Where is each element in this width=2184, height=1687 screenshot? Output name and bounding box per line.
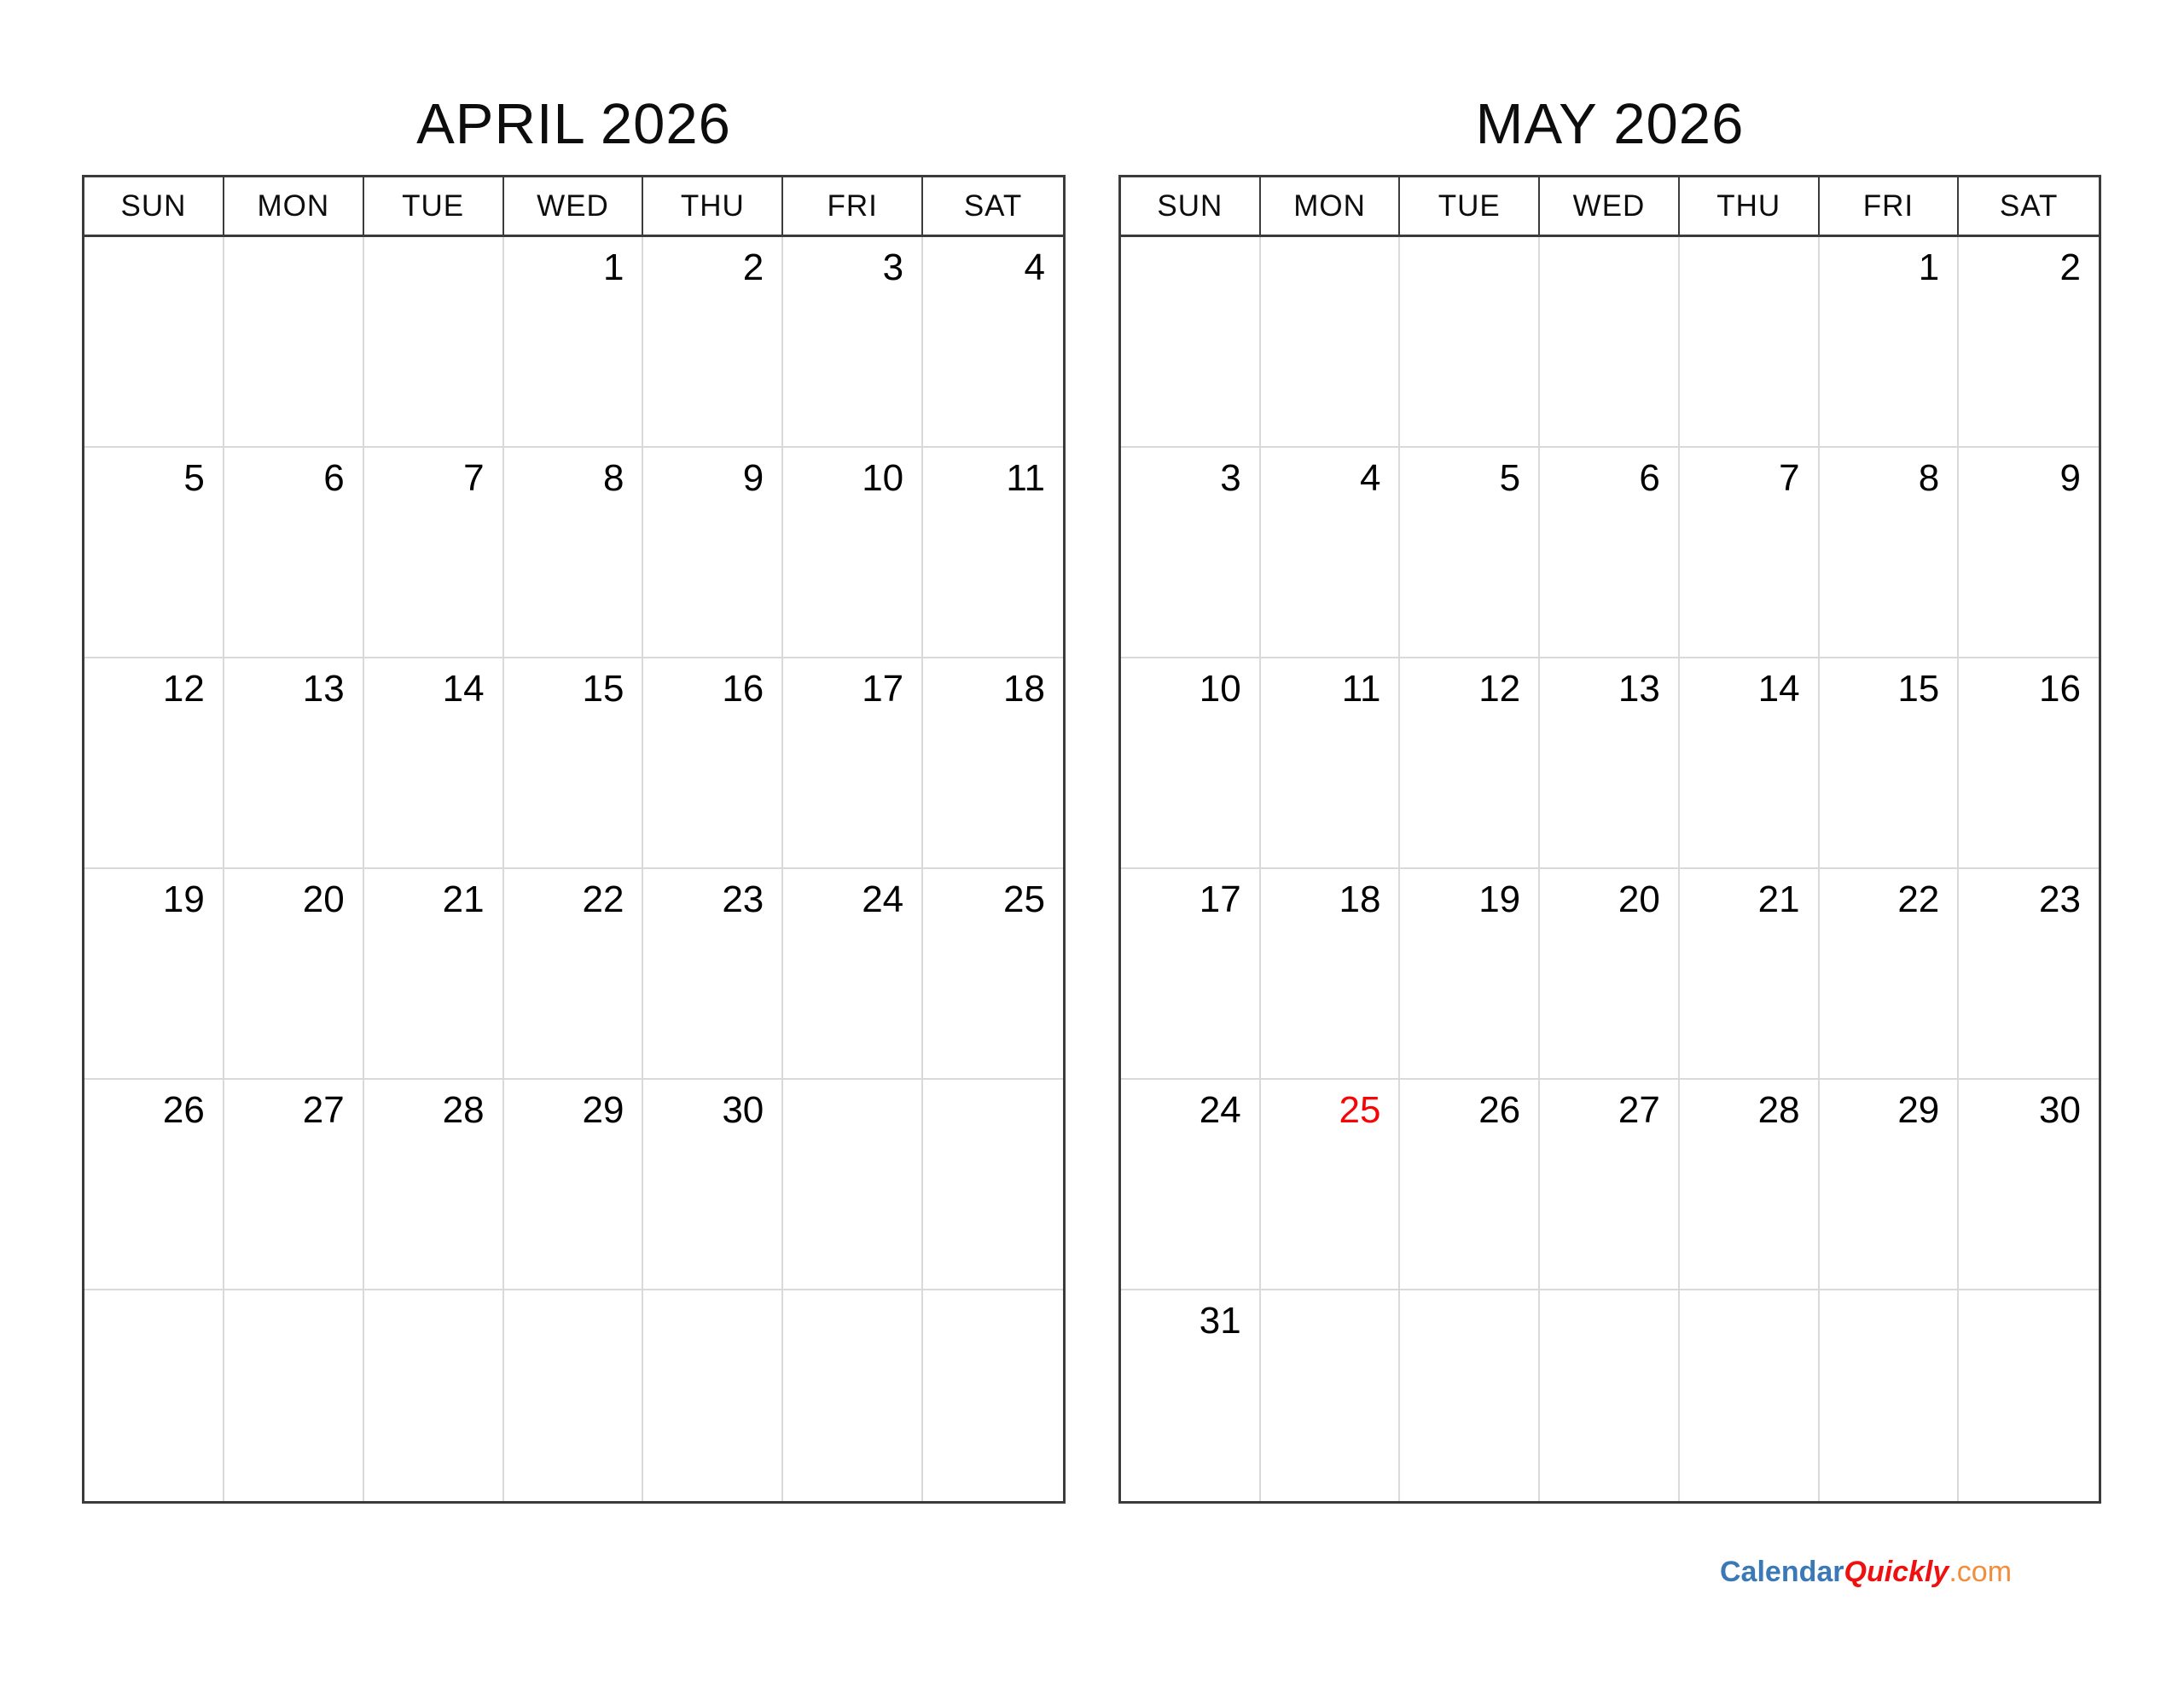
day-of-week-header-sat: SAT <box>1959 177 2099 237</box>
day-of-week-header-sun: SUN <box>1121 177 1261 237</box>
date-cell: 13 <box>224 658 364 869</box>
empty-date-cell <box>783 1080 923 1290</box>
empty-date-cell <box>84 1290 224 1501</box>
date-cell: 12 <box>84 658 224 869</box>
date-cell: 3 <box>783 237 923 448</box>
day-of-week-header-wed: WED <box>1540 177 1680 237</box>
empty-date-cell <box>643 1290 783 1501</box>
date-cell: 19 <box>1400 869 1540 1080</box>
empty-date-cell <box>1680 237 1820 448</box>
empty-date-cell <box>224 1290 364 1501</box>
empty-date-cell <box>224 237 364 448</box>
date-cell: 17 <box>783 658 923 869</box>
date-cell: 18 <box>1261 869 1401 1080</box>
date-cell: 24 <box>783 869 923 1080</box>
date-cell: 30 <box>1959 1080 2099 1290</box>
date-cell: 14 <box>1680 658 1820 869</box>
date-cell: 6 <box>1540 448 1680 658</box>
date-cell: 24 <box>1121 1080 1261 1290</box>
date-cell: 7 <box>1680 448 1820 658</box>
day-of-week-header-thu: THU <box>643 177 783 237</box>
month-title-april: APRIL 2026 <box>416 91 731 156</box>
date-cell: 10 <box>1121 658 1261 869</box>
date-cell: 15 <box>1820 658 1960 869</box>
date-cell: 8 <box>504 448 644 658</box>
empty-date-cell <box>1540 1290 1680 1501</box>
date-cell: 2 <box>643 237 783 448</box>
day-of-week-header-thu: THU <box>1680 177 1820 237</box>
date-cell: 4 <box>923 237 1063 448</box>
date-cell: 1 <box>504 237 644 448</box>
empty-date-cell <box>1540 237 1680 448</box>
date-cell: 6 <box>224 448 364 658</box>
logo-text-calendar: Calendar <box>1720 1556 1844 1588</box>
empty-date-cell <box>1680 1290 1820 1501</box>
date-cell: 26 <box>84 1080 224 1290</box>
logo-text-quickly: Quickly <box>1844 1556 1949 1588</box>
date-cell: 18 <box>923 658 1063 869</box>
day-of-week-header-fri: FRI <box>783 177 923 237</box>
date-cell: 9 <box>1959 448 2099 658</box>
empty-date-cell <box>364 1290 504 1501</box>
calendar-may-2026 <box>1118 72 2101 1504</box>
day-of-week-header-sun: SUN <box>84 177 224 237</box>
empty-date-cell <box>84 237 224 448</box>
date-cell: 10 <box>783 448 923 658</box>
date-cell: 28 <box>1680 1080 1820 1290</box>
empty-date-cell <box>1820 1290 1960 1501</box>
date-cell: 31 <box>1121 1290 1261 1501</box>
date-cell: 15 <box>504 658 644 869</box>
date-cell: 19 <box>84 869 224 1080</box>
date-cell: 16 <box>1959 658 2099 869</box>
date-cell: 22 <box>1820 869 1960 1080</box>
date-cell: 21 <box>1680 869 1820 1080</box>
date-cell: 21 <box>364 869 504 1080</box>
date-cell: 13 <box>1540 658 1680 869</box>
empty-date-cell <box>364 237 504 448</box>
calendar-grid-april <box>82 175 1066 1504</box>
empty-date-cell <box>923 1290 1063 1501</box>
empty-date-cell <box>1400 1290 1540 1501</box>
empty-date-cell <box>923 1080 1063 1290</box>
logo-text-dotcom: .com <box>1949 1556 2013 1588</box>
date-cell: 5 <box>84 448 224 658</box>
date-cell: 22 <box>504 869 644 1080</box>
date-cell: 25 <box>923 869 1063 1080</box>
date-cell: 11 <box>923 448 1063 658</box>
date-cell: 14 <box>364 658 504 869</box>
empty-date-cell <box>783 1290 923 1501</box>
calendar-grid-may <box>1118 175 2101 1504</box>
day-of-week-header-fri: FRI <box>1820 177 1960 237</box>
day-of-week-header-tue: TUE <box>364 177 504 237</box>
date-cell: 20 <box>224 869 364 1080</box>
date-cell: 12 <box>1400 658 1540 869</box>
empty-date-cell <box>1261 1290 1401 1501</box>
date-cell: 16 <box>643 658 783 869</box>
empty-date-cell <box>1121 237 1261 448</box>
date-cell: 25 <box>1261 1080 1401 1290</box>
date-cell: 28 <box>364 1080 504 1290</box>
date-cell: 8 <box>1820 448 1960 658</box>
date-cell: 4 <box>1261 448 1401 658</box>
date-cell: 27 <box>1540 1080 1680 1290</box>
day-of-week-header-sat: SAT <box>923 177 1063 237</box>
date-cell: 3 <box>1121 448 1261 658</box>
date-cell: 2 <box>1959 237 2099 448</box>
day-of-week-header-wed: WED <box>504 177 644 237</box>
day-of-week-header-mon: MON <box>1261 177 1401 237</box>
date-cell: 30 <box>643 1080 783 1290</box>
date-cell: 17 <box>1121 869 1261 1080</box>
site-logo[interactable] <box>1720 1556 2012 1589</box>
date-cell: 1 <box>1820 237 1960 448</box>
date-cell: 23 <box>1959 869 2099 1080</box>
date-cell: 20 <box>1540 869 1680 1080</box>
date-cell: 5 <box>1400 448 1540 658</box>
empty-date-cell <box>1959 1290 2099 1501</box>
date-cell: 11 <box>1261 658 1401 869</box>
date-cell: 23 <box>643 869 783 1080</box>
date-cell: 29 <box>1820 1080 1960 1290</box>
empty-date-cell <box>1261 237 1401 448</box>
day-of-week-header-tue: TUE <box>1400 177 1540 237</box>
date-cell: 9 <box>643 448 783 658</box>
date-cell: 29 <box>504 1080 644 1290</box>
day-of-week-header-mon: MON <box>224 177 364 237</box>
empty-date-cell <box>504 1290 644 1501</box>
date-cell: 27 <box>224 1080 364 1290</box>
month-title-may: MAY 2026 <box>1475 91 1745 156</box>
calendar-april-2026 <box>82 72 1066 1504</box>
empty-date-cell <box>1400 237 1540 448</box>
date-cell: 7 <box>364 448 504 658</box>
date-cell: 26 <box>1400 1080 1540 1290</box>
